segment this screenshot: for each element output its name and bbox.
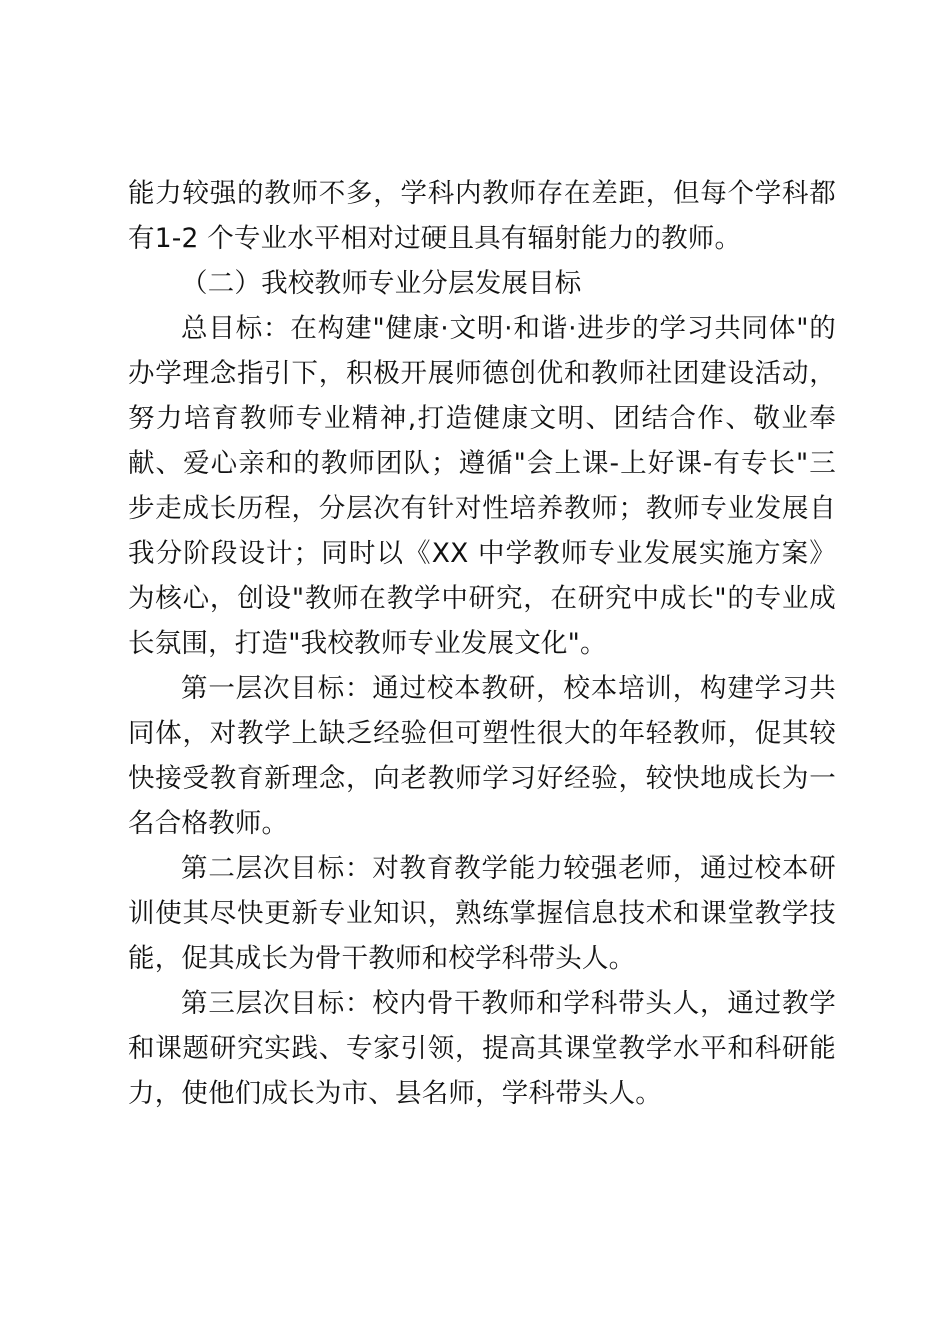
paragraph-level-three-goal: 第三层次目标：校内骨干教师和学科带头人，通过教学和课题研究实践、专家引领，提高其课堂教学水平和科研能力，使他们成长为市、县名师，学科带头人。 <box>128 988 836 1109</box>
paragraph-level-one-goal: 第一层次目标：通过校本教研，校本培训，构建学习共同体，对教学上缺乏经验但可塑性很大的年轻教师，促其较快接受教育新理念，向老教师学习好经验，较快地成长为一名合格教师。 <box>128 673 836 839</box>
paragraph-overall-goal: 总目标：在构建"健康·文明·和谐·进步的学习共同体"的办学理念指引下，积极开展师德创优和教师社团建设活动，努力培育教师专业精神,打造健康文明、团结合作、敬业奉献、爱心亲和的教师团队；遵循"会上课-上好课-有专长"三步走成长历程，分层次有针对性培养教师；教师专业发展自我分阶段设计；同时以《XX 中学教师专业发展实施方案》为核心，创设"教师在教学中研究，在研究中成长"的专业成长氛围，打造"我校教师专业发展文化"。 <box>128 313 836 659</box>
paragraph-continuation: 能力较强的教师不多，学科内教师存在差距，但每个学科都有1-2 个专业水平相对过硬且具有辐射能力的教师。 <box>128 178 836 254</box>
section-heading: （二）我校教师专业分层发展目标 <box>181 268 582 299</box>
document-body <box>128 171 836 1116</box>
paragraph-level-two-goal: 第二层次目标：对教育教学能力较强老师，通过校本研训使其尽快更新专业知识，熟练掌握信息技术和课堂教学技能，促其成长为骨干教师和校学科带头人。 <box>128 853 836 974</box>
